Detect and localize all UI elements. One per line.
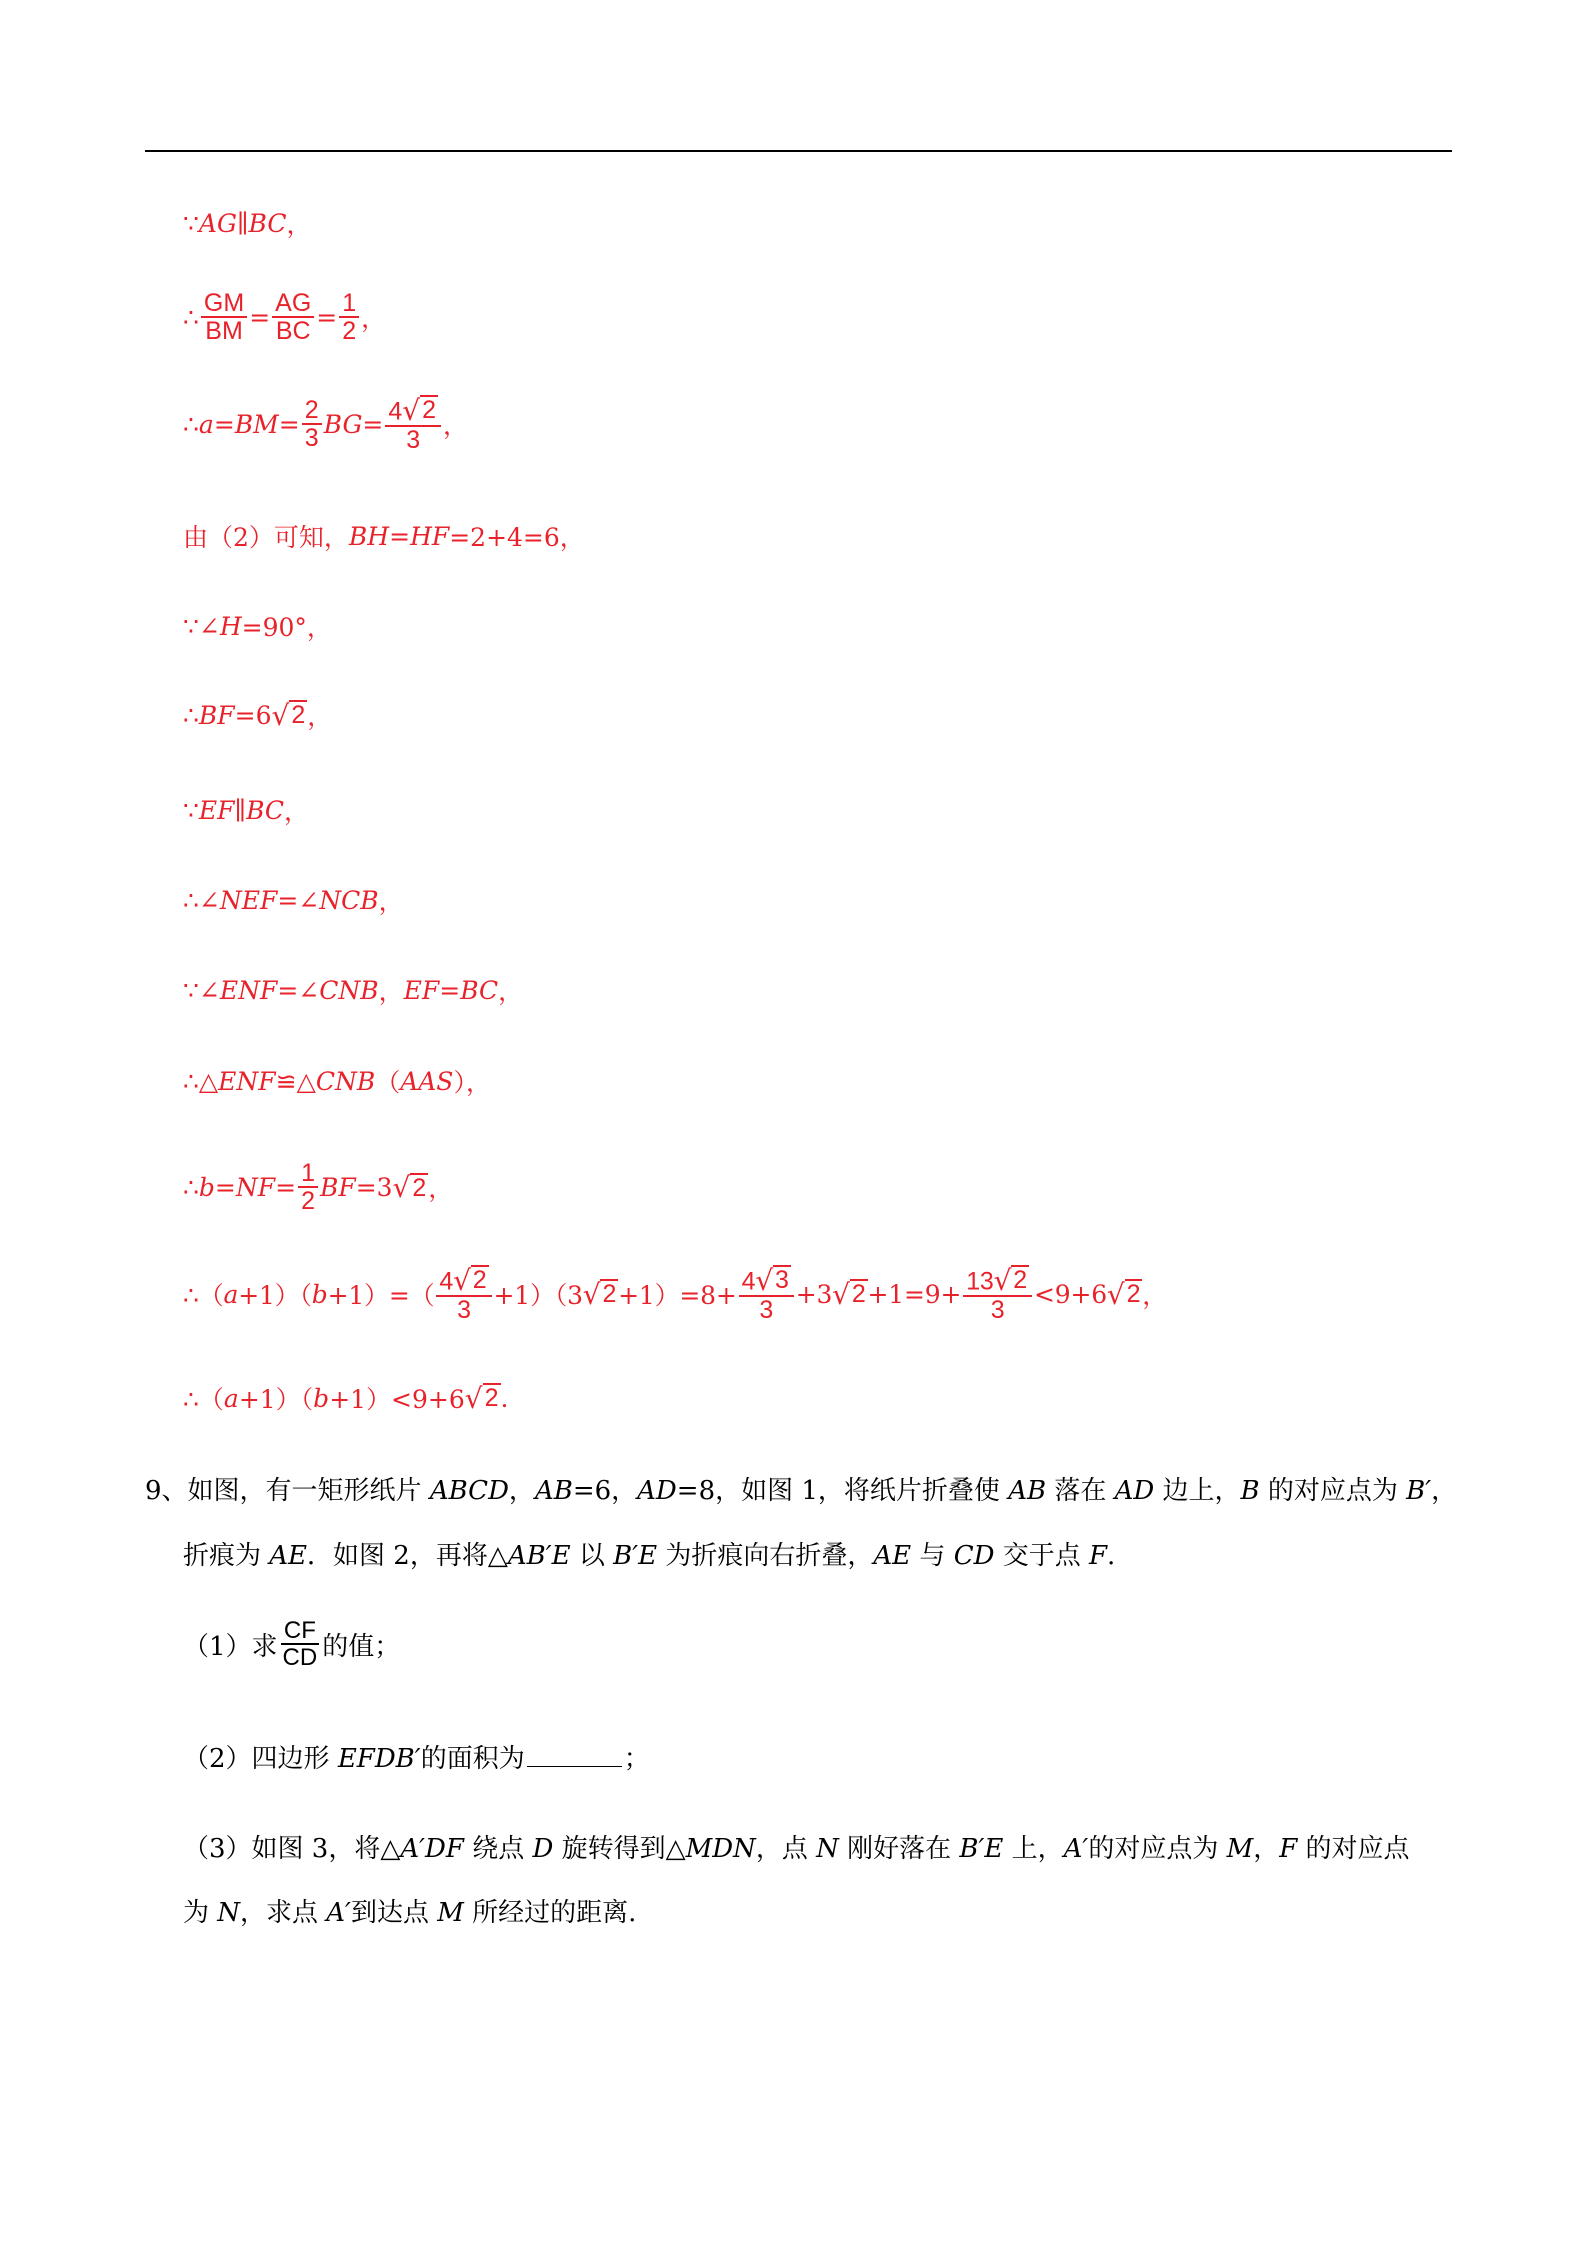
angle-enf: ENF [219, 975, 278, 1005]
triangle-abe: AB′E [507, 1541, 571, 1571]
radicand: 2 [1013, 1266, 1027, 1294]
numerator: GM [201, 290, 247, 318]
angle-symbol: ∠ [198, 611, 220, 641]
punct: ， [498, 977, 524, 1006]
segment-ef: EF [403, 975, 440, 1005]
therefore-symbol: ∴ [183, 302, 199, 332]
punct: ， [378, 887, 404, 916]
segment-nf: NF [235, 1172, 276, 1202]
text: ， [1431, 1476, 1458, 1506]
var-a: a [198, 409, 214, 439]
sqrt: √ 2 [453, 1263, 487, 1297]
text: +1=9+ [867, 1279, 962, 1309]
therefore-symbol: ∴ [183, 1172, 199, 1202]
text: =6， [572, 1476, 638, 1506]
equals: = [439, 975, 461, 1005]
text: ， [508, 1476, 535, 1506]
rect-abcd: ABCD [429, 1476, 509, 1506]
numerator: 2 [302, 397, 322, 425]
segment-bc: BC [246, 795, 285, 825]
fraction-4root2-over-3 [385, 395, 441, 453]
solution-line-10 [183, 1063, 491, 1099]
text: 为 [183, 1898, 218, 1928]
text: 9、如图，有一矩形纸片 [145, 1476, 430, 1506]
text: +1）（ [238, 1385, 314, 1414]
radicand: 2 [851, 1280, 866, 1309]
solution-line-5 [183, 608, 332, 644]
text: . [1107, 1541, 1116, 1571]
triangle-enf: ENF [218, 1066, 276, 1096]
text: ，求点 [240, 1898, 327, 1928]
denominator: CD [282, 1644, 318, 1672]
text: 上， [1003, 1834, 1064, 1864]
segment-hf: HF [410, 521, 450, 551]
problem-9-line-2 [183, 1535, 1115, 1572]
numerator: 1 [298, 1160, 318, 1188]
fraction-4root2-over-3 [436, 1265, 491, 1323]
point-a-prime: A′ [1063, 1834, 1089, 1864]
point-f: F [1088, 1541, 1108, 1571]
text: =∠ [277, 885, 320, 915]
segment-bf: BF [319, 1172, 356, 1202]
solution-line-1 [183, 205, 311, 241]
text: 到达点 [350, 1898, 438, 1928]
segment-bh: BH [348, 521, 390, 551]
radicand: 2 [1126, 1280, 1141, 1309]
congruent-symbol: ≌△ [275, 1066, 316, 1096]
numerator [385, 395, 441, 427]
denominator: 3 [759, 1295, 774, 1324]
problem-9-part-3-line-1 [183, 1828, 1410, 1865]
equals: = [316, 302, 338, 332]
segment-ab: AB [534, 1476, 573, 1506]
text: ∴（ [183, 1281, 224, 1310]
sqrt: √ 2 [402, 393, 437, 427]
fraction-gm-bm [201, 290, 247, 345]
text: 的对应点为 [1088, 1834, 1227, 1864]
segment-ae: AE [269, 1541, 308, 1571]
equals: = [249, 302, 271, 332]
segment-ab: AB [1008, 1476, 1047, 1506]
solution-line-13 [183, 1380, 508, 1416]
punct: ， [428, 1174, 454, 1204]
radicand: 2 [412, 1173, 427, 1202]
equals: = [213, 409, 235, 439]
equals: = [275, 1172, 297, 1202]
angle-symbol: ∠ [198, 885, 220, 915]
numerator [963, 1265, 1032, 1297]
therefore-symbol: ∴ [183, 885, 199, 915]
triangle-mdn: MDN [685, 1834, 756, 1864]
sqrt: √ 2 [464, 1381, 499, 1415]
solution-line-12 [183, 1265, 1167, 1323]
text: 折痕为 [183, 1541, 270, 1571]
radicand: 3 [775, 1266, 789, 1294]
problem-9-part-2 [183, 1738, 650, 1775]
point-m: M [1226, 1834, 1254, 1864]
problem-9-line-1 [145, 1470, 1457, 1507]
point-m: M [437, 1898, 464, 1928]
parallel-symbol: ∥ [236, 208, 249, 238]
angle-ncb: NCB [319, 885, 379, 915]
text: +1）（3 [493, 1281, 583, 1310]
punct: ， [443, 411, 469, 440]
punct: （ [375, 1068, 401, 1097]
fraction-4root3-over-3 [739, 1265, 794, 1323]
segment-be: B′E [613, 1541, 658, 1571]
text: （1）求 [183, 1631, 278, 1662]
equals: = [278, 409, 300, 439]
var-b: b [311, 1279, 328, 1309]
text: ； [623, 1744, 650, 1774]
text: +1）<9+6 [329, 1385, 465, 1414]
solution-line-11 [183, 1160, 453, 1215]
angle-cnb: CNB [319, 975, 379, 1005]
denominator: 3 [990, 1295, 1005, 1324]
var-a: a [223, 1279, 239, 1309]
coef: 4 [439, 1267, 454, 1296]
solution-line-7 [183, 792, 309, 828]
text: 刚好落在 [838, 1834, 960, 1864]
text: ， [1253, 1834, 1280, 1864]
triangle-adf: A′DF [400, 1834, 464, 1864]
segment-ad: AD [637, 1476, 677, 1506]
text: +1）（ [238, 1281, 312, 1310]
fraction-ag-bc [272, 290, 314, 345]
solution-line-2 [183, 290, 386, 345]
radicand: 2 [472, 1266, 487, 1294]
text: 为折痕向右折叠， [657, 1541, 874, 1571]
text: 绕点 [463, 1834, 533, 1864]
problem-9-part-3-line-2 [183, 1892, 636, 1929]
text: 旋转得到△ [553, 1834, 686, 1864]
fraction-half [298, 1160, 318, 1215]
equals: = [362, 409, 384, 439]
solution-line-3 [183, 395, 468, 453]
text: +3 [795, 1279, 833, 1309]
quad-efdb: EFDB′ [337, 1744, 421, 1774]
text: 由（2）可知， [183, 523, 349, 552]
segment-bc: BC [248, 208, 287, 238]
text: 以 [570, 1541, 614, 1571]
sqrt: √ 2 [1106, 1277, 1141, 1311]
because-symbol: ∵ [183, 975, 199, 1005]
solution-line-8 [183, 882, 404, 918]
problem-9-part-1 [183, 1618, 400, 1670]
because-symbol: ∵ [183, 611, 199, 641]
segment-cd: CD [953, 1541, 995, 1571]
var-b: b [313, 1383, 330, 1413]
fraction-half [339, 290, 359, 345]
sqrt: √ 2 [993, 1263, 1027, 1297]
text: =90°， [241, 613, 332, 642]
fraction-two-thirds [302, 397, 322, 452]
triangle-cnb: CNB [315, 1066, 376, 1096]
segment-ef: EF [198, 795, 235, 825]
denominator: 3 [406, 425, 421, 454]
text: 落在 [1046, 1476, 1115, 1506]
text: ，点 [755, 1834, 817, 1864]
therefore-symbol: ∴ [183, 700, 199, 730]
coef: 4 [741, 1267, 756, 1296]
text: （2）四边形 [183, 1744, 338, 1774]
denominator: BC [275, 317, 311, 346]
numerator [436, 1265, 491, 1297]
point-d: D [532, 1834, 554, 1864]
solution-line-6 [183, 697, 332, 733]
point-b: B [1240, 1476, 1260, 1506]
segment-bm: BM [234, 409, 279, 439]
text: +1）=8+ [618, 1281, 737, 1310]
coef: 13 [966, 1267, 994, 1296]
text: ∴（ [183, 1385, 224, 1414]
text: （3）如图 3，将△ [183, 1834, 401, 1864]
radicand: 2 [602, 1280, 617, 1309]
point-a-prime: A′ [326, 1898, 351, 1928]
segment-bc: BC [460, 975, 499, 1005]
punct: ， [307, 702, 333, 731]
numerator: 1 [339, 290, 359, 318]
solution-line-9 [183, 972, 523, 1008]
text: +1）=（ [327, 1281, 435, 1310]
text: 的值； [322, 1631, 401, 1662]
parallel-symbol: ∥ [234, 795, 247, 825]
text: <9+6 [1034, 1279, 1107, 1309]
point-f: F [1279, 1834, 1298, 1864]
numerator: CF [281, 1618, 319, 1645]
var-b: b [198, 1172, 215, 1202]
punct: . [500, 1383, 509, 1413]
text: =6 [234, 700, 272, 730]
solution-line-4 [183, 518, 585, 554]
answer-blank[interactable] [527, 1744, 622, 1767]
radicand: 2 [484, 1384, 499, 1413]
sqrt: √ 2 [832, 1277, 866, 1311]
angle-nef: NEF [219, 885, 278, 915]
point-b-prime: B′ [1406, 1476, 1432, 1506]
denominator: 3 [457, 1295, 471, 1324]
punct: ， [378, 977, 404, 1006]
text: 的面积为 [420, 1744, 525, 1774]
segment-ae: AE [873, 1541, 912, 1571]
text: 与 [911, 1541, 954, 1571]
numerator [739, 1265, 794, 1297]
punct: ， [361, 304, 387, 334]
segment-ag: AG [198, 208, 237, 238]
segment-be: B′E [959, 1834, 1004, 1864]
var-h: H [219, 611, 242, 641]
denominator: 2 [342, 317, 357, 346]
coef: 4 [388, 397, 403, 426]
sqrt: √ 2 [582, 1277, 617, 1311]
numerator: AG [272, 290, 314, 318]
text: =3 [355, 1172, 393, 1202]
aas: AAS [400, 1066, 454, 1096]
sqrt: √ 2 [392, 1171, 427, 1204]
text: 的对应点 [1297, 1834, 1410, 1864]
punct: ）， [453, 1068, 491, 1097]
segment-bg: BG [323, 409, 363, 439]
text: =∠ [277, 975, 320, 1005]
punct: ， [284, 797, 310, 826]
point-n: N [816, 1834, 839, 1864]
text: 的对应点为 [1259, 1476, 1407, 1506]
var-a: a [223, 1383, 239, 1413]
denominator: 2 [301, 1187, 315, 1216]
point-n: N [217, 1898, 241, 1928]
text: 所经过的距离. [463, 1898, 637, 1928]
therefore-symbol: ∴ [183, 409, 199, 439]
text: 边上， [1154, 1476, 1241, 1506]
punct: ， [286, 210, 312, 239]
equals: = [214, 1172, 236, 1202]
because-symbol: ∵ [183, 795, 199, 825]
radicand: 2 [422, 396, 437, 424]
punct: ， [1142, 1281, 1168, 1310]
text: ∴△ [183, 1066, 219, 1096]
fraction-cf-cd [280, 1618, 321, 1670]
sqrt: √ 2 [271, 698, 306, 732]
denominator: BM [205, 317, 243, 346]
fraction-13root2-over-3 [963, 1265, 1032, 1323]
denominator: 3 [304, 424, 319, 452]
text: =8，如图 1，将纸片折叠使 [676, 1476, 1009, 1506]
segment-bf: BF [198, 700, 235, 730]
segment-ad: AD [1114, 1476, 1155, 1506]
text: ．如图 2，再将△ [307, 1541, 508, 1571]
sqrt: √ 3 [755, 1263, 789, 1297]
angle-symbol: ∠ [198, 975, 220, 1005]
radicand: 2 [291, 701, 306, 730]
text: =2+4=6， [449, 523, 585, 552]
text: 交于点 [994, 1541, 1089, 1571]
because-symbol: ∵ [183, 208, 199, 238]
equals: = [389, 521, 411, 551]
header-rule [145, 150, 1452, 152]
